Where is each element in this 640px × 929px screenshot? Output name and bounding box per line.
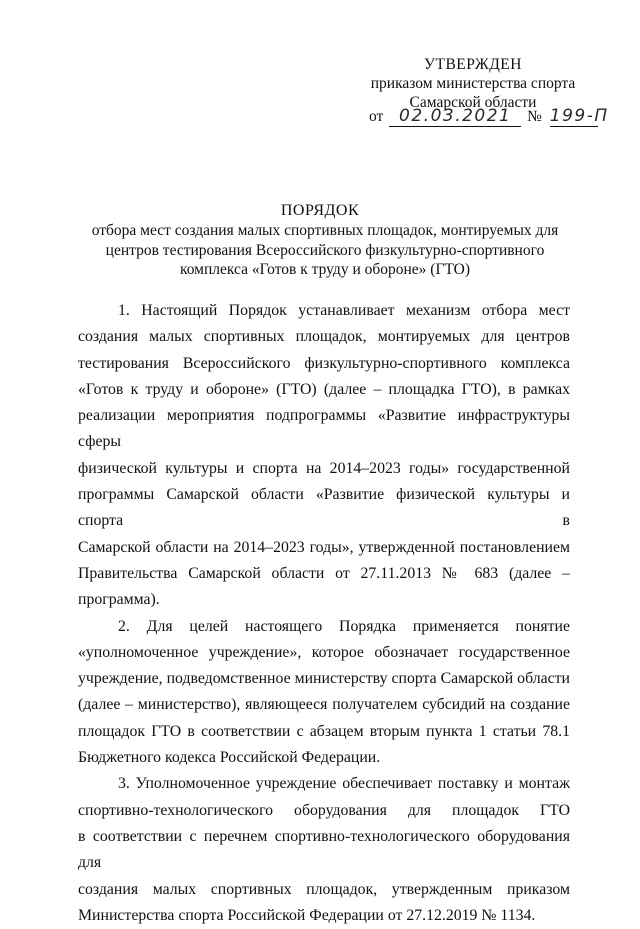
- document-title: ПОРЯДОК: [280, 202, 360, 219]
- approval-number-field: [549, 106, 609, 127]
- paragraph-2: [78, 614, 570, 772]
- date-prefix: от: [369, 108, 384, 125]
- document-subtitle: [90, 221, 560, 280]
- approval-line-2: Самарской области: [409, 94, 537, 111]
- paragraph-line: 1. Настоящий Порядок устанавливает механизм отбора мест: [118, 302, 570, 319]
- paragraph-line: Министерства спорта Российской Федерации от 27.12.2019 № 1134.: [78, 906, 536, 924]
- paragraph-line: реализации мероприятия подпрограммы «Развитие инфраструктуры сферы: [78, 407, 570, 451]
- paragraph-line: площадок ГТО в соответствии с абзацем вторым пункта 1 статьи 78.1: [78, 722, 570, 740]
- paragraph-line: (далее – министерство), являющееся получателем субсидий на создание: [78, 696, 570, 714]
- paragraph-line: «уполномоченное учреждение», которое обозначает государственное: [78, 643, 570, 661]
- approval-line-1: приказом министерства спорта: [370, 75, 576, 92]
- handwritten-date: 02.03.2021: [399, 106, 512, 126]
- paragraph-line: Бюджетного кодекса Российской Федерации.: [78, 749, 381, 767]
- number-prefix: №: [527, 108, 542, 125]
- paragraph-line: программа).: [78, 591, 160, 609]
- paragraph-3: [78, 771, 570, 929]
- paragraph-line: Самарской области на 2014–2023 годы», утвержденной постановлением: [78, 538, 570, 556]
- handwritten-number: 199-П: [549, 106, 609, 126]
- paragraph-line: 3. Уполномоченное учреждение обеспечивает поставку и монтаж: [118, 775, 570, 793]
- subtitle-line-3: комплекса «Готов к труду и обороне» (ГТО): [179, 261, 471, 278]
- paragraph-line: тестирования Всероссийского физкультурно-спортивного комплекса: [78, 354, 570, 372]
- approval-date-field: [389, 107, 521, 127]
- paragraph-line: спортивно-технологического оборудования для площадок ГТО: [78, 801, 570, 819]
- paragraph-line: физической культуры и спорта на 2014–2023 годы» государственной: [78, 459, 570, 477]
- paragraph-1: [78, 298, 570, 614]
- subtitle-line-2: центров тестирования Всероссийского физкультурно-спортивного: [105, 241, 545, 259]
- paragraph-line: программы Самарской области «Развитие физической культуры и спорта в: [78, 486, 570, 530]
- paragraph-line: создания малых спортивных площадок, монтируемых для центров: [78, 328, 570, 346]
- paragraph-line: учреждение, подведомственное министерству спорта Самарской области: [78, 670, 570, 688]
- approval-date-number-line: [369, 106, 609, 127]
- approval-title: УТВЕРЖДЕН: [424, 56, 522, 73]
- paragraph-line: в соответствии с перечнем спортивно-технологического оборудования для: [78, 827, 570, 872]
- paragraph-line: 2. Для целей настоящего Порядка применяется понятие: [118, 617, 570, 635]
- document-body: [78, 298, 570, 929]
- approval-stamp: [360, 55, 586, 112]
- paragraph-line: Правительства Самарской области от 27.11.2013 № 683 (далее –: [78, 564, 570, 582]
- paragraph-line: создания малых спортивных площадок, утвержденным приказом: [78, 880, 570, 898]
- subtitle-line-1: отбора мест создания малых спортивных площадок, монтируемых для: [91, 222, 559, 239]
- paragraph-line: «Готов к труду и обороне» (ГТО) (далее – площадка ГТО), в рамках: [78, 380, 570, 398]
